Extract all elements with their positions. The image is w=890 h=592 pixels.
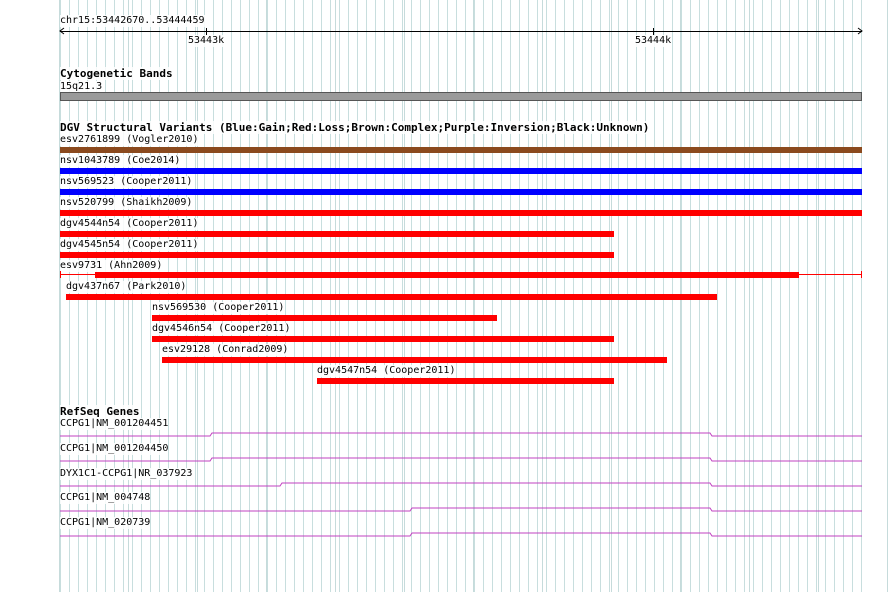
gene-label: CCPG1|NM_001204451 xyxy=(60,418,169,429)
variant-label: nsv569523 (Cooper2011) xyxy=(60,176,193,187)
variant-label: dgv4546n54 (Cooper2011) xyxy=(152,323,291,334)
variant-label: nsv520799 (Shaikh2009) xyxy=(60,197,193,208)
cytobands-track-title: Cytogenetic Bands xyxy=(60,67,173,80)
variant-label: nsv1043789 (Coe2014) xyxy=(60,155,181,166)
ruler-tick-label: 53444k xyxy=(635,35,672,46)
ruler-left-arrow-icon xyxy=(60,28,64,34)
cytoband-label: 15q21.3 xyxy=(60,81,103,92)
gene-label: CCPG1|NM_001204450 xyxy=(60,443,169,454)
variant-label: esv29128 (Conrad2009) xyxy=(162,344,289,355)
gene-label: CCPG1|NM_004748 xyxy=(60,492,151,503)
dgv-track-title: DGV Structural Variants (Blue:Gain;Red:Loss;Brown:Complex;Purple:Inversion;Black:Unknown) xyxy=(60,121,650,134)
ruler-position-label: chr15:53442670..53444459 xyxy=(60,15,205,26)
gene-label: CCPG1|NM_020739 xyxy=(60,517,151,528)
ruler-right-arrow-icon xyxy=(858,28,862,34)
variant-label: dgv4545n54 (Cooper2011) xyxy=(60,239,199,250)
variant-label: dgv437n67 (Park2010) xyxy=(66,281,187,292)
variant-label: esv9731 (Ahn2009) xyxy=(60,260,163,271)
variant-label: dgv4544n54 (Cooper2011) xyxy=(60,218,199,229)
gene-label: DYX1C1-CCPG1|NR_037923 xyxy=(60,468,193,479)
refseq-track-title: RefSeq Genes xyxy=(60,405,140,418)
variant-label: esv2761899 (Vogler2010) xyxy=(60,134,199,145)
ruler-tick-label: 53443k xyxy=(188,35,225,46)
variant-label: dgv4547n54 (Cooper2011) xyxy=(317,365,456,376)
variant-label: nsv569530 (Cooper2011) xyxy=(152,302,285,313)
